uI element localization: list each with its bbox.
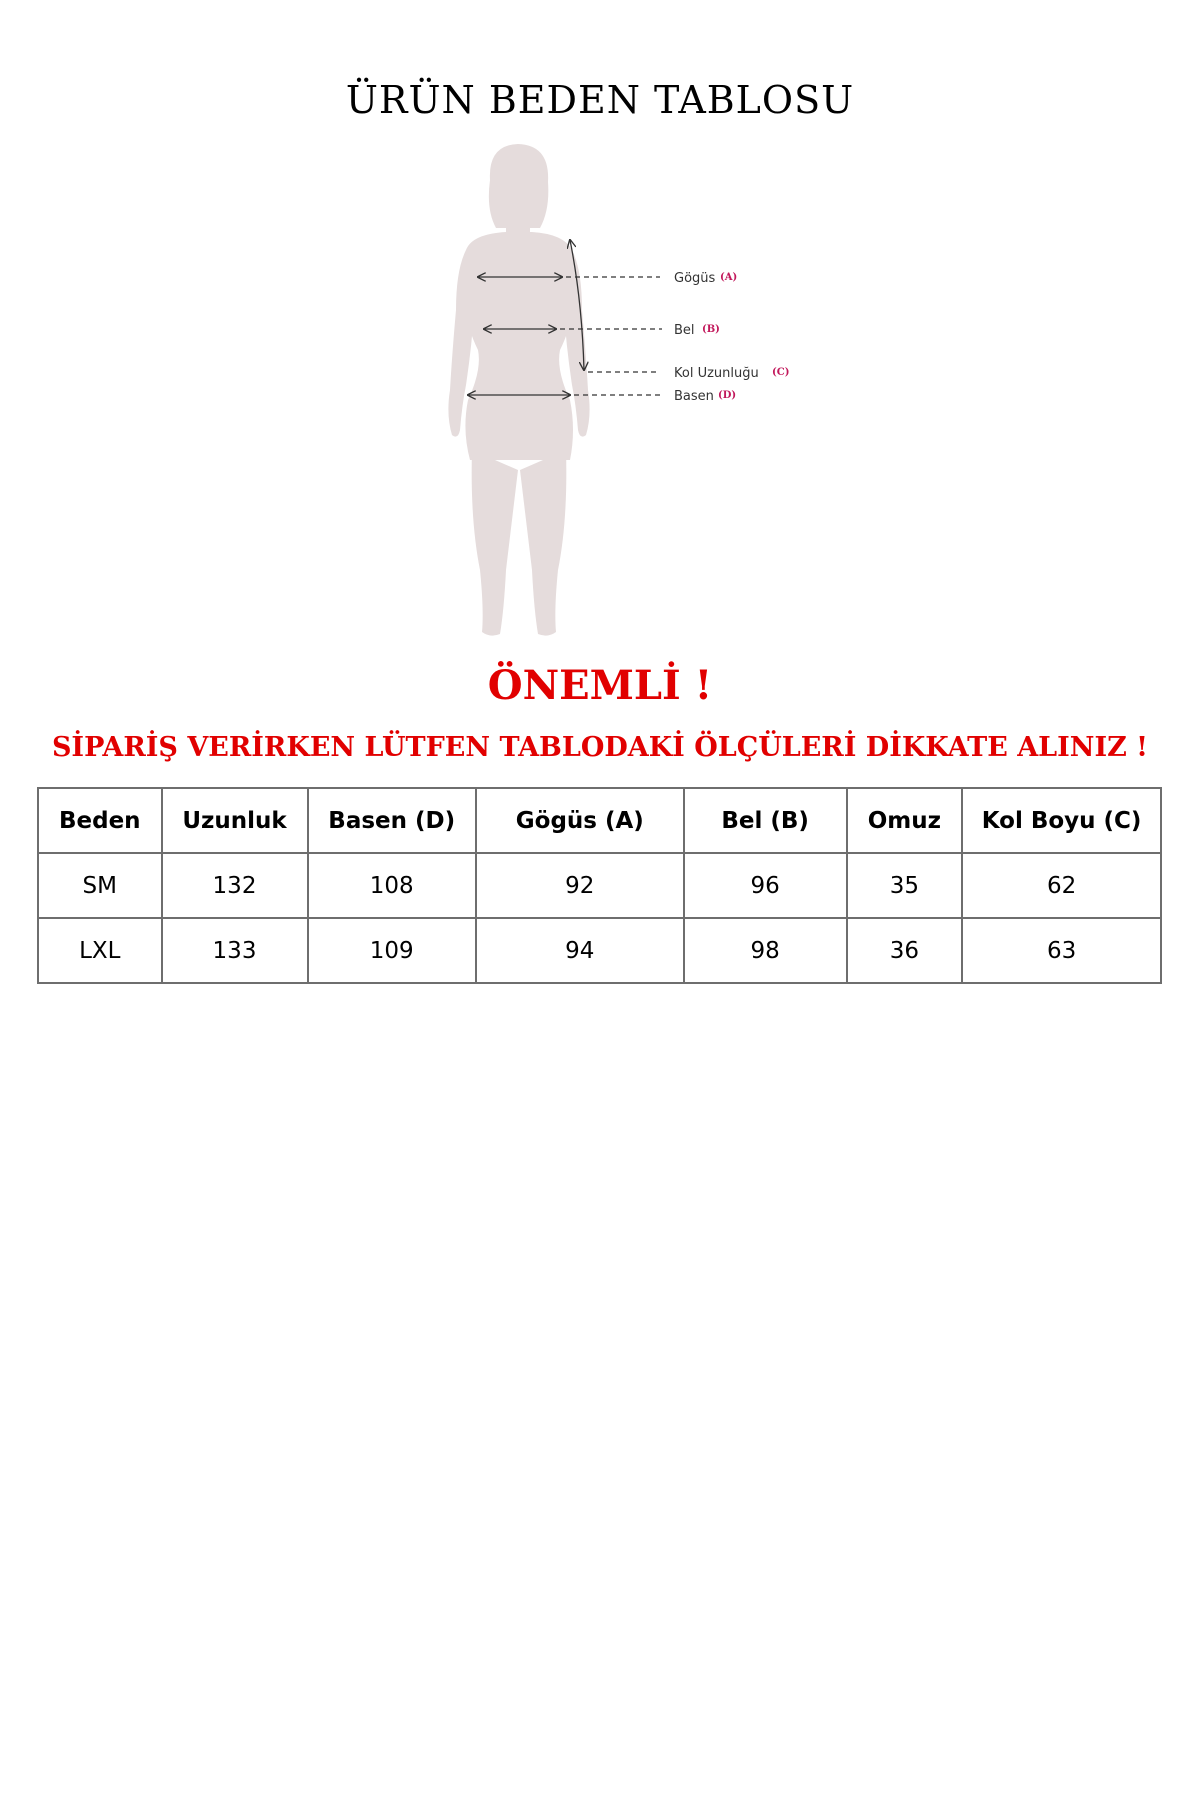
- measure-code-text: (D): [718, 390, 737, 401]
- woman-silhouette: [448, 144, 589, 636]
- column-header: Kol Boyu (C): [962, 788, 1161, 853]
- table-cell: 108: [308, 853, 476, 918]
- body-measurement-diagram: [400, 140, 820, 640]
- measure-label-chest: [674, 271, 737, 286]
- table-cell: SM: [38, 853, 162, 918]
- measure-label-text: Kol Uzunluğu: [674, 366, 759, 381]
- table-cell: 35: [847, 853, 963, 918]
- column-header: Omuz: [847, 788, 963, 853]
- table-cell: 133: [162, 918, 308, 983]
- column-header: Uzunluk: [162, 788, 308, 853]
- size-table: [37, 787, 1162, 984]
- table-cell: 132: [162, 853, 308, 918]
- column-header: Beden: [38, 788, 162, 853]
- page-title: ÜRÜN BEDEN TABLOSU: [345, 78, 855, 122]
- measure-label-waist: [674, 323, 720, 338]
- measure-label-text: Bel: [674, 323, 695, 338]
- table-cell: 62: [962, 853, 1161, 918]
- table-cell: 94: [476, 918, 684, 983]
- table-cell: 36: [847, 918, 963, 983]
- measure-label-text: Basen: [674, 389, 714, 404]
- table-cell: 98: [684, 918, 847, 983]
- measure-code-text: (B): [702, 324, 720, 335]
- table-row: [38, 853, 1161, 918]
- table-cell: 109: [308, 918, 476, 983]
- body-silhouette-svg: [400, 140, 820, 640]
- table-cell: 63: [962, 918, 1161, 983]
- important-heading: ÖNEMLİ !: [487, 662, 713, 709]
- table-cell: LXL: [38, 918, 162, 983]
- table-header-row: [38, 788, 1161, 853]
- measure-label-hips: [674, 389, 736, 404]
- measure-code-text: (A): [720, 272, 738, 283]
- measure-label-sleeve: [674, 366, 789, 381]
- column-header: Bel (B): [684, 788, 847, 853]
- column-header: Basen (D): [308, 788, 476, 853]
- order-notice: SİPARİŞ VERİRKEN LÜTFEN TABLODAKİ ÖLÇÜLERİ DİKKATE ALINIZ !: [51, 732, 1149, 763]
- measure-label-text: Gögüs: [674, 271, 716, 286]
- table-row: [38, 918, 1161, 983]
- table-cell: 92: [476, 853, 684, 918]
- table-cell: 96: [684, 853, 847, 918]
- column-header: Gögüs (A): [476, 788, 684, 853]
- measure-code-text: (C): [772, 367, 790, 378]
